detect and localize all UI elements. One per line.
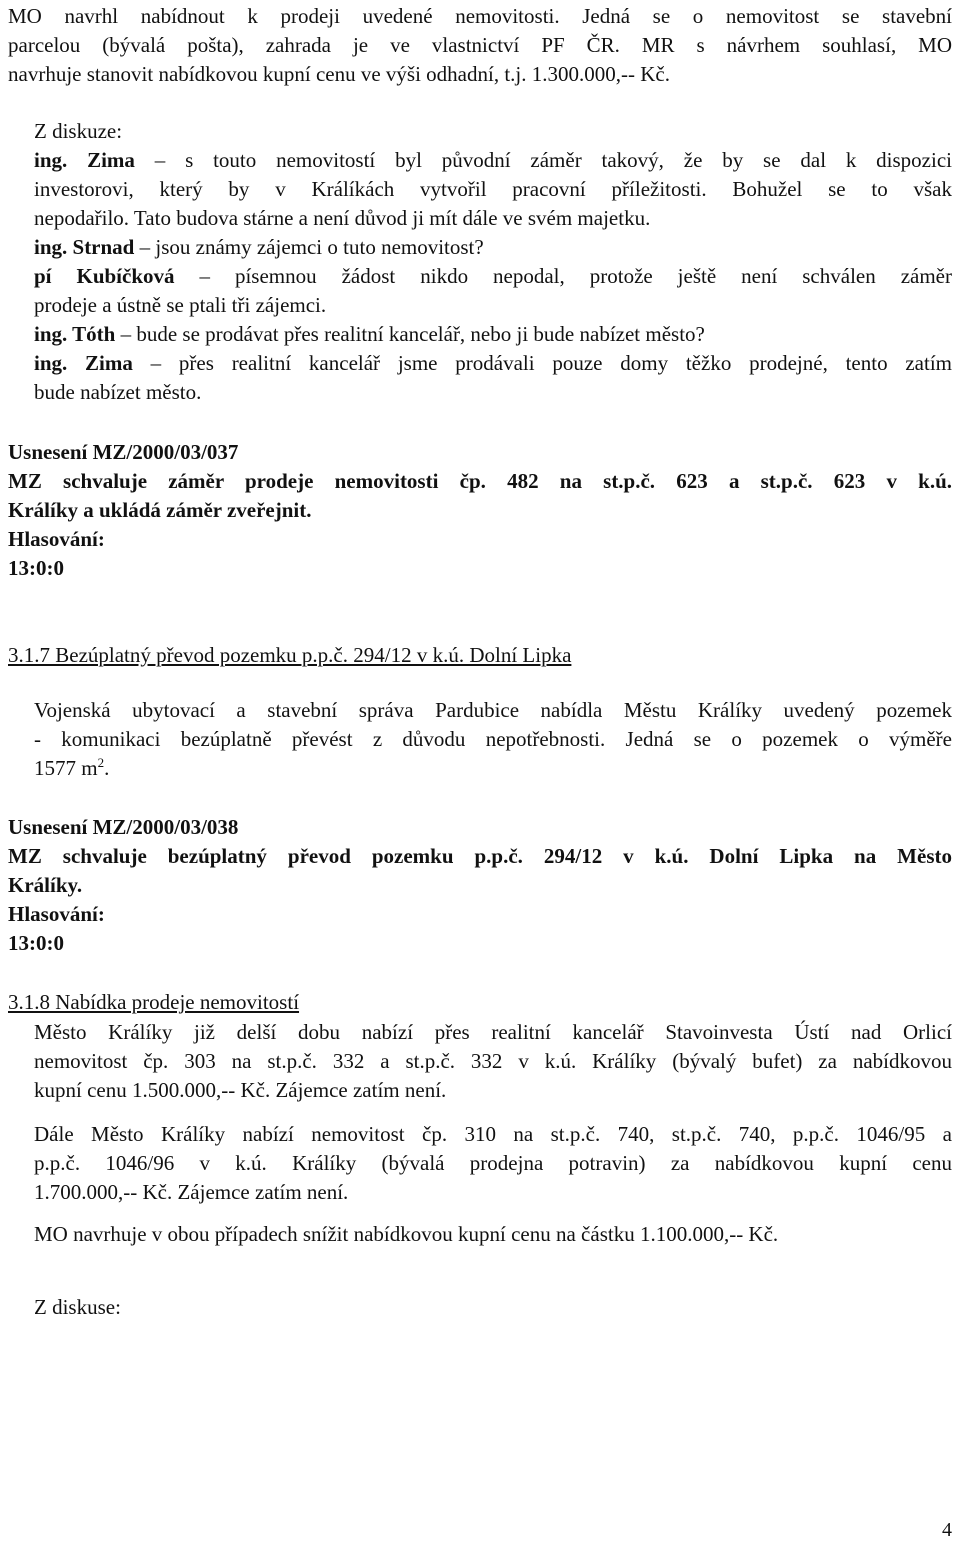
resolution-line: Králíky a ukládá záměr zveřejnit. <box>8 498 312 522</box>
vote-result: 13:0:0 <box>8 931 64 955</box>
speaker-name: ing. Zima <box>34 148 135 172</box>
paragraph-line: nemovitost čp. 303 na st.p.č. 332 a st.p.č. 332 v k.ú. Králíky (bývalý bufet) za nabídkovou <box>34 1049 952 1073</box>
section-paragraph <box>34 696 952 783</box>
statement-text: – jsou známy zájemci o tuto nemovitost? <box>139 235 484 259</box>
discussion-statement-toth <box>34 320 952 349</box>
resolution-text <box>8 467 952 525</box>
discussion-statement-strnad <box>34 233 952 262</box>
speaker-name: ing. Tóth <box>34 322 116 346</box>
vote-label: Hlasování: <box>8 902 105 926</box>
section-heading <box>8 641 952 670</box>
paragraph-line: - komunikaci bezúplatně převést z důvodu nepotřebnosti. Jedná se o pozemek o výměře <box>34 727 952 751</box>
resolution-line: MZ schvaluje záměr prodeje nemovitosti čp. 482 na st.p.č. 623 a st.p.č. 623 v k.ú. <box>8 469 952 493</box>
discussion-heading: Z diskuze: <box>34 119 123 143</box>
superscript: 2 <box>97 755 105 770</box>
statement-line: nepodařilo. Tato budova stárne a není důvod ji mít dále ve svém majetku. <box>34 206 651 230</box>
section-heading-text: 3.1.7 Bezúplatný převod pozemku p.p.č. 294/12 v k.ú. Dolní Lipka <box>8 643 572 667</box>
statement-line: investorovi, který by v Králíkách vytvořil pracovní příležitosti. Bohužel se to však <box>34 177 952 201</box>
intro-line-1: MO navrhl nabídnout k prodeji uvedené nemovitosti. Jedná se o nemovitost se stavební <box>8 4 952 28</box>
resolution-text <box>8 842 952 900</box>
statement-line <box>34 262 952 291</box>
statement-line <box>34 146 952 175</box>
speaker-name: pí Kubíčková <box>34 264 175 288</box>
statement-line <box>34 349 952 378</box>
statement-text: – s touto nemovitostí byl původní záměr takový, že by se dal k dispozici <box>154 148 952 172</box>
statement-text: – bude se prodávat přes realitní kancelář, nebo ji bude nabízet město? <box>120 322 705 346</box>
paragraph-line: p.p.č. 1046/96 v k.ú. Králíky (bývalá prodejna potravin) za nabídkovou kupní cenu <box>34 1151 952 1175</box>
paragraph-line: Město Králíky již delší dobu nabízí přes realitní kancelář Stavoinvesta Ústí nad Orlicí <box>34 1020 952 1044</box>
section-heading <box>8 988 952 1017</box>
paragraph-line <box>34 754 952 783</box>
statement-line: bude nabízet město. <box>34 380 202 404</box>
statement-text: – písemnou žádost nikdo nepodal, protože ještě není schválen záměr <box>199 264 952 288</box>
area-value: 1577 m <box>34 756 98 780</box>
section-heading-text: 3.1.8 Nabídka prodeje nemovitostí <box>8 990 300 1014</box>
statement-line: prodeje a ústně se ptali tři zájemci. <box>34 293 327 317</box>
vote-label: Hlasování: <box>8 527 105 551</box>
speaker-name: ing. Strnad <box>34 235 135 259</box>
period: . <box>104 756 110 780</box>
paragraph-line: Dále Město Králíky nabízí nemovitost čp. 310 na st.p.č. 740, st.p.č. 740, p.p.č. 1046/95 a <box>34 1122 952 1146</box>
paragraph-line: kupní cenu 1.500.000,-- Kč. Zájemce zatím není. <box>34 1078 447 1102</box>
statement-text: – přes realitní kancelář jsme prodávali pouze domy těžko prodejné, tento zatím <box>150 351 952 375</box>
speaker-name: ing. Zima <box>34 351 133 375</box>
resolution-line: Králíky. <box>8 873 83 897</box>
page-number: 4 <box>942 1519 952 1541</box>
resolution-line: MZ schvaluje bezúplatný převod pozemku p.p.č. 294/12 v k.ú. Dolní Lipka na Město <box>8 844 952 868</box>
intro-line-2: parcelou (bývalá pošta), zahrada je ve vlastnictví PF ČR. MR s návrhem souhlasí, MO <box>8 33 952 57</box>
section-paragraph-3: MO navrhuje v obou případech snížit nabídkovou kupní cenu na částku 1.100.000,-- Kč. <box>34 1222 779 1246</box>
resolution-title: Usnesení MZ/2000/03/037 <box>8 440 239 464</box>
paragraph-line: Vojenská ubytovací a stavební správa Pardubice nabídla Městu Králíky uvedený pozemek <box>34 698 952 722</box>
intro-paragraph <box>8 2 952 89</box>
vote-result: 13:0:0 <box>8 556 64 580</box>
section-paragraph-2 <box>34 1120 952 1207</box>
resolution-title: Usnesení MZ/2000/03/038 <box>8 815 239 839</box>
discussion-heading: Z diskuse: <box>34 1295 121 1319</box>
discussion-statement-zima <box>34 146 952 233</box>
intro-line-3: navrhuje stanovit nabídkovou kupní cenu ve výši odhadní, t.j. 1.300.000,-- Kč. <box>8 62 670 86</box>
section-paragraph-1 <box>34 1018 952 1105</box>
paragraph-line: 1.700.000,-- Kč. Zájemce zatím není. <box>34 1180 349 1204</box>
discussion-statement-kubickova <box>34 262 952 320</box>
discussion-statement-zima-2 <box>34 349 952 407</box>
